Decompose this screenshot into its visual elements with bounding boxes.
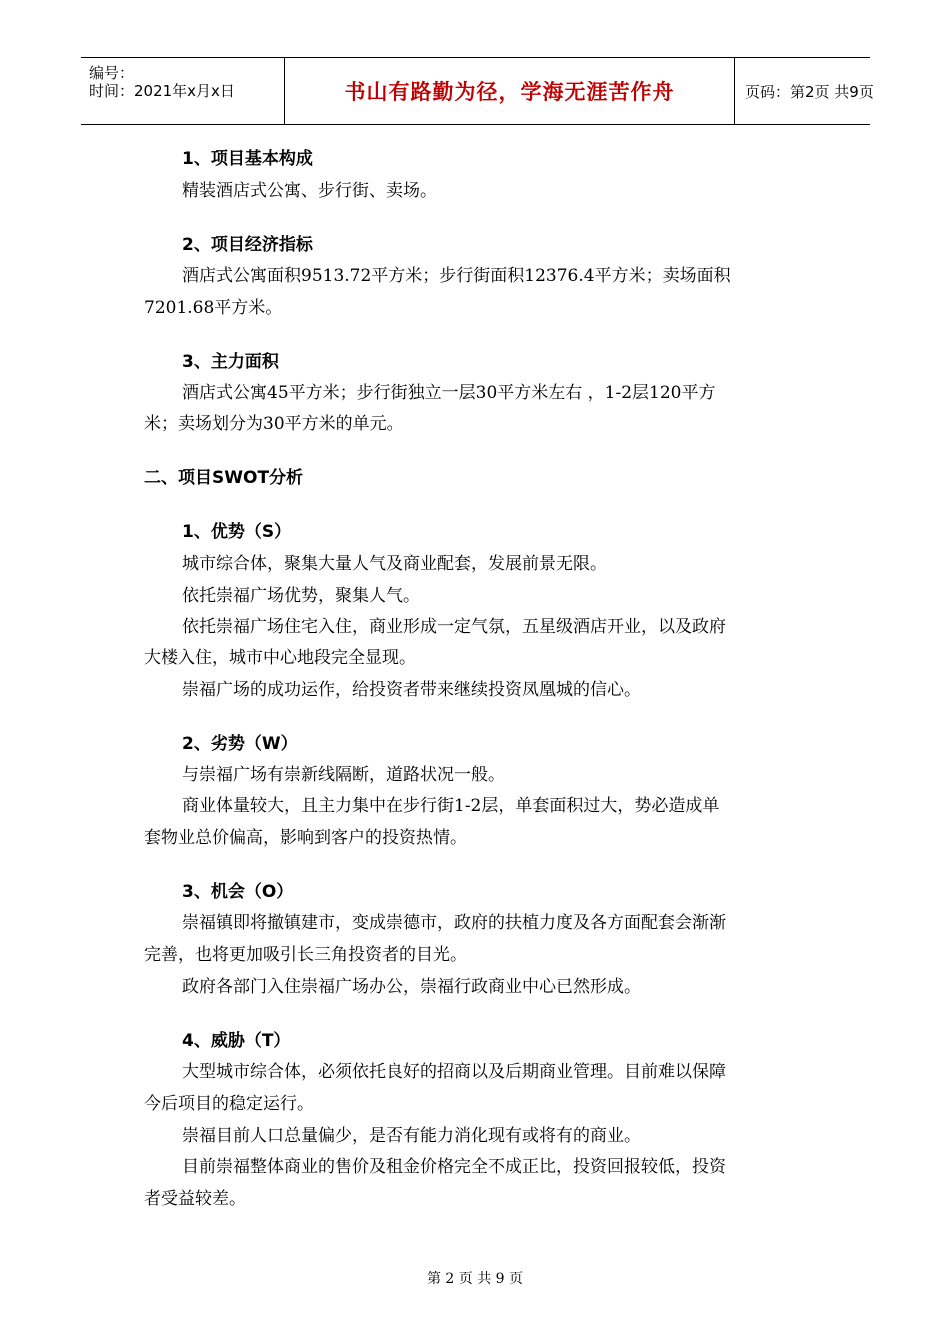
paragraph-line: 与崇福广场有崇新线隔断，道路状况一般。 <box>182 765 505 785</box>
paragraph-line: 目前崇福整体商业的售价及租金价格完全不成正比，投资回报较低，投资 <box>182 1157 726 1177</box>
paragraph-line: 大楼入住，城市中心地段完全显现。 <box>144 648 416 668</box>
motto: 书山有路勤为径，学海无涯苦作舟 <box>344 80 675 104</box>
paragraph-line: 城市综合体，聚集大量人气及商业配套，发展前景无限。 <box>182 554 607 574</box>
date-label: 时间：2021年x月x日 <box>89 82 235 100</box>
section-title: 3、机会（O） <box>182 882 294 902</box>
section-title: 2、项目经济指标 <box>182 235 313 255</box>
header-motto-cell <box>284 58 735 124</box>
paragraph-line: 完善，也将更加吸引长三角投资者的目光。 <box>144 945 467 965</box>
paragraph-line: 商业体量较大，且主力集中在步行街1-2层，单套面积过大，势必造成单 <box>182 796 720 816</box>
section-title: 4、威胁（T） <box>182 1031 291 1051</box>
section-title: 2、劣势（W） <box>182 734 298 754</box>
paragraph-line: 者受益较差。 <box>144 1189 246 1209</box>
paragraph-line: 政府各部门入住崇福广场办公，崇福行政商业中心已然形成。 <box>182 977 641 997</box>
section-title: 1、项目基本构成 <box>182 149 313 169</box>
paragraph-line: 大型城市综合体，必须依托良好的招商以及后期商业管理。目前难以保障 <box>182 1062 726 1082</box>
paragraph-line: 套物业总价偏高，影响到客户的投资热情。 <box>144 828 467 848</box>
paragraph-line: 崇福广场的成功运作，给投资者带来继续投资凤凰城的信心。 <box>182 680 641 700</box>
page-footer: 第 2 页 共 9 页 <box>426 1271 524 1287</box>
paragraph-line: 依托崇福广场住宅入住，商业形成一定气氛，五星级酒店开业，以及政府 <box>182 617 726 637</box>
paragraph-line: 酒店式公寓面积9513.72平方米；步行街面积12376.4平方米；卖场面积 <box>182 266 731 286</box>
header-meta <box>81 58 284 124</box>
section-title: 3、主力面积 <box>182 352 279 372</box>
paragraph-line: 精装酒店式公寓、步行街、卖场。 <box>182 181 437 201</box>
number-label: 编号： <box>89 64 135 82</box>
paragraph-line: 崇福镇即将撤镇建市，变成崇德市，政府的扶植力度及各方面配套会渐渐 <box>182 913 726 933</box>
page-code: 页码：第2页 共9页 <box>745 82 874 101</box>
paragraph-line: 依托崇福广场优势，聚集人气。 <box>182 586 420 606</box>
paragraph-line: 7201.68平方米。 <box>144 298 283 318</box>
paragraph-line: 酒店式公寓45平方米；步行街独立一层30平方米左右 ，1-2层120平方 <box>182 383 716 403</box>
paragraph-line: 米；卖场划分为30平方米的单元。 <box>144 414 404 434</box>
section-title: 1、优势（S） <box>182 522 292 542</box>
paragraph-line: 今后项目的稳定运行。 <box>144 1094 314 1114</box>
chapter-title: 二、项目SWOT分析 <box>144 468 304 488</box>
paragraph-line: 崇福目前人口总量偏少，是否有能力消化现有或将有的商业。 <box>182 1126 641 1146</box>
header-page-cell <box>735 58 874 124</box>
document-header <box>81 57 874 125</box>
